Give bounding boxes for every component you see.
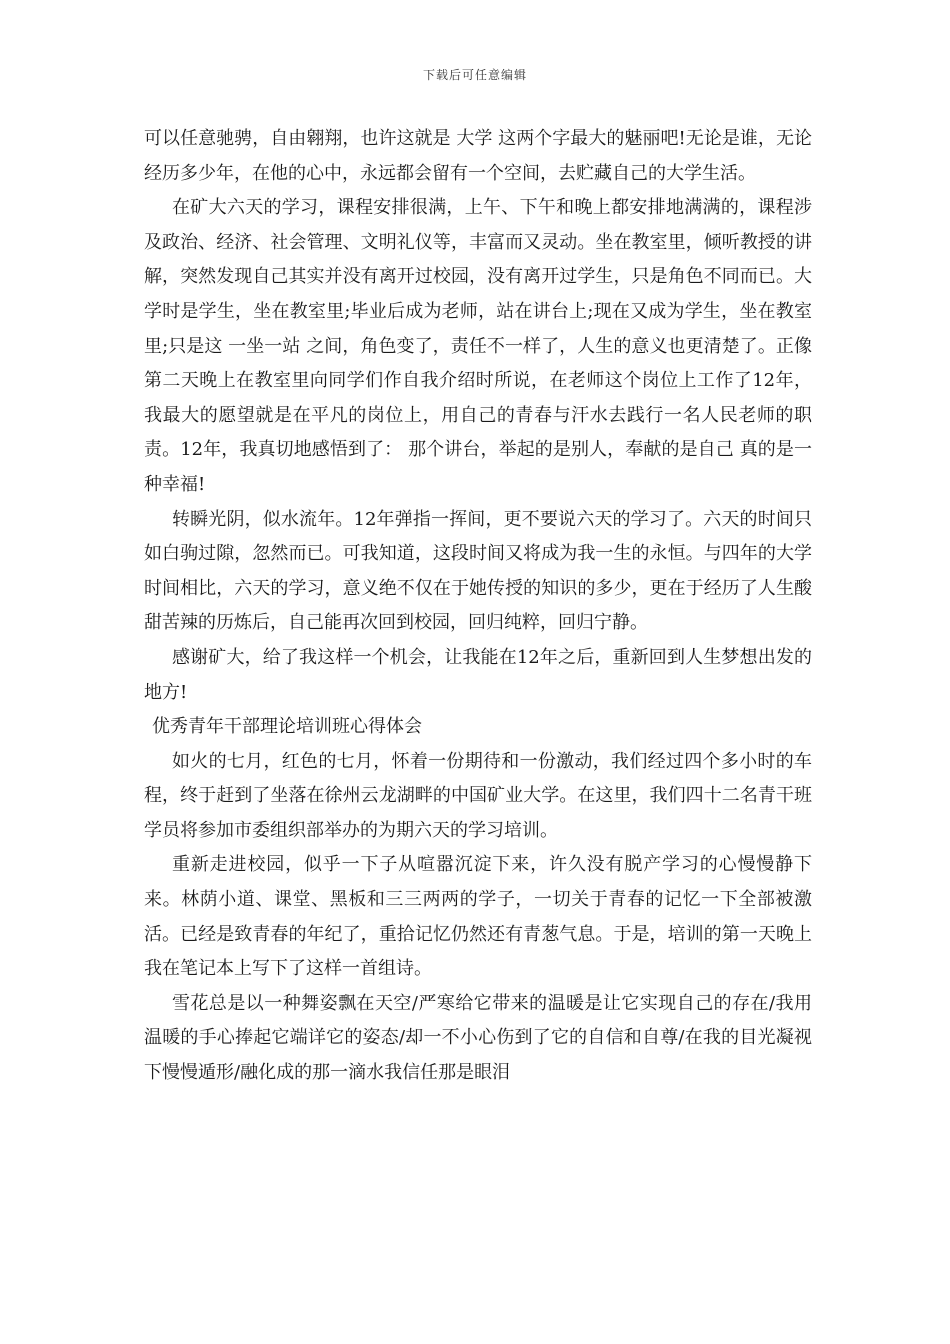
page-header: 下载后可任意编辑	[422, 68, 527, 82]
paragraph-4: 感谢矿大，给了我这样一个机会，让我能在12年之后，重新回到人生梦想出发的地方!	[144, 646, 812, 703]
section-paragraph-2: 重新走进校园，似乎一下子从喧嚣沉淀下来，许久没有脱产学习的心慢慢静下来。林荫小道、课堂、黑板和三三两两的学子，一切关于青春的记忆一下全部被激活。已经是致青春的年纪了，重拾记忆仍然还有青葱气息。于是，培训的第一天晚上我在笔记本上写下了这样一首组诗。	[144, 854, 812, 980]
section-title: 优秀青年干部理论培训班心得体会	[152, 716, 422, 738]
section-paragraph-3: 雪花总是以一种舞姿飘在天空/严寒给它带来的温暖是让它实现自己的存在/我用温暖的手心捧起它端详它的姿态/却一不小心伤到了它的自信和自尊/在我的目光凝视下慢慢遁形/融化成的那一滴水我信任那是眼泪	[144, 992, 812, 1084]
paragraph-3: 转瞬光阴，似水流年。12年弹指一挥间，更不要说六天的学习了。六天的时间只如白驹过隙，忽然而已。可我知道，这段时间又将成为我一生的永恒。与四年的大学时间相比，六天的学习，意义绝不仅在于她传授的知识的多少，更在于经历了人生酸甜苦辣的历炼后，自己能再次回到校园，回归纯粹，回归宁静。	[144, 508, 812, 634]
paragraph-2: 在矿大六天的学习，课程安排很满，上午、下午和晚上都安排地满满的，课程涉及政治、经济、社会管理、文明礼仪等，丰富而又灵动。坐在教室里，倾听教授的讲解，突然发现自己其实并没有离开过校园，没有离开过学生，只是角色不同而已。大学时是学生，坐在教室里;毕业后成为老师，站在讲台上;现在又成为学生，坐在教室里;只是这 一坐一站 之间，角色变了，责任不一样了，人生的意义也更清楚了。正像第二天晚上在教室里向同学们作自我介绍时所说，在老师这个岗位上工作了12年，我最大的愿望就是在平凡的岗位上，用自己的青春与汗水去践行一名人民老师的职责。12年，我真切地感悟到了： 那个讲台，举起的是别人，奉献的是自己 真的是一种幸福!	[144, 197, 812, 495]
paragraph-1: 可以任意驰骋，自由翱翔，也许这就是 大学 这两个字最大的魅丽吧!无论是谁，无论经历多少年，在他的心中，永远都会留有一个空间，去贮藏自己的大学生活。	[144, 128, 812, 184]
document-body	[144, 122, 812, 1091]
section-paragraph-1: 如火的七月，红色的七月，怀着一份期待和一份激动，我们经过四个多小时的车程，终于赶到了坐落在徐州云龙湖畔的中国矿业大学。在这里，我们四十二名青干班学员将参加市委组织部举办的为期六天的学习培训。	[144, 750, 812, 841]
